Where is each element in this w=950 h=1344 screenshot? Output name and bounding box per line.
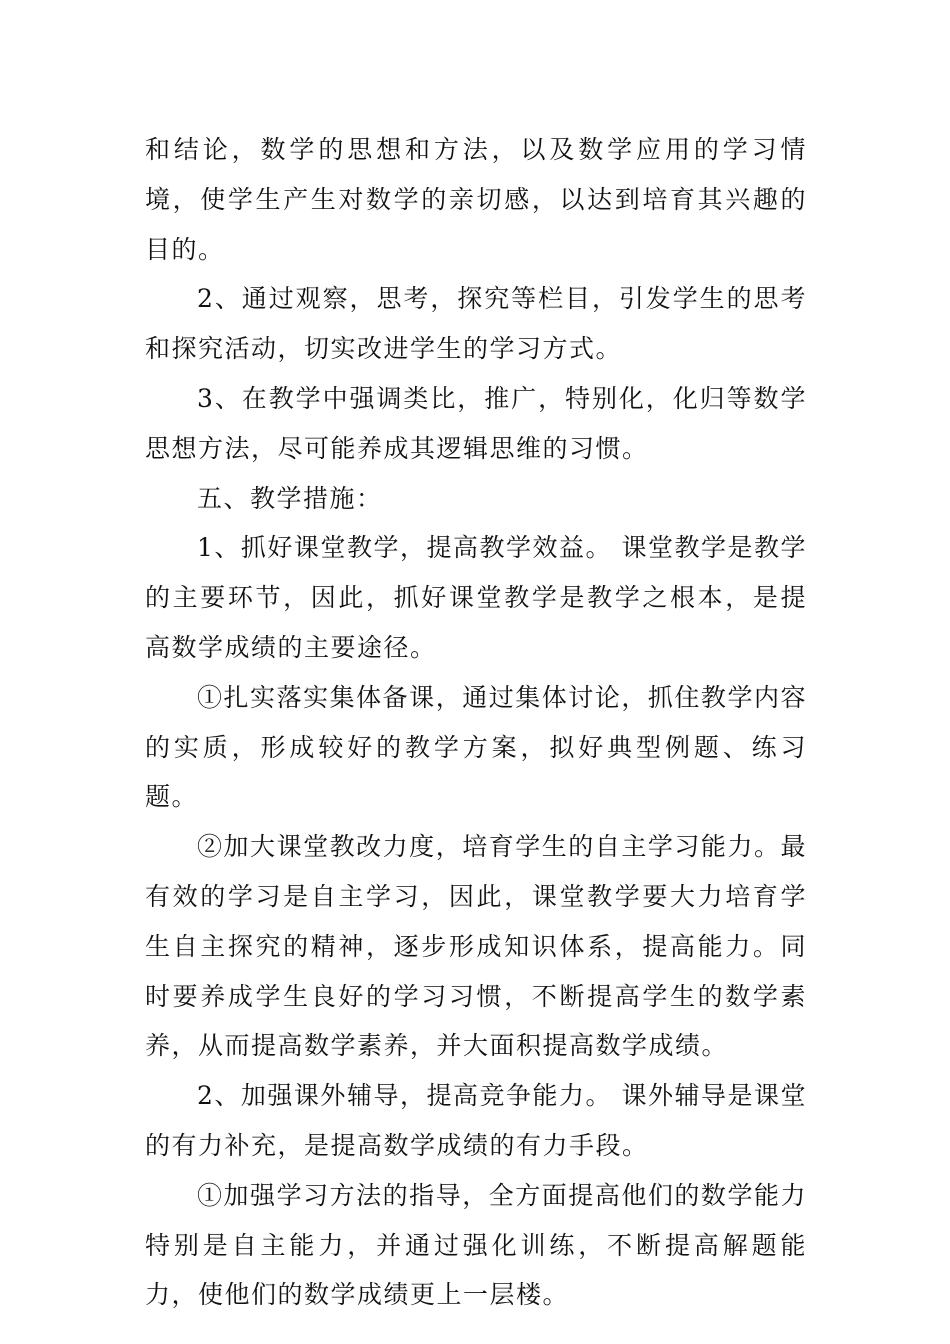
paragraph: 和结论，数学的思想和方法，以及数学应用的学习情境，使学生产生对数学的亲切感，以达到培育其兴趣的目的。 xyxy=(145,135,807,264)
paragraph: ②加大课堂教改力度，培育学生的自主学习能力。最有效的学习是自主学习，因此，课堂教学要大力培育学生自主探究的精神，逐步形成知识体系，提高能力。同时要养成学生良好的学习习惯，不断提高学生的数学素养，从而提高数学素养，并大面积提高数学成绩。 xyxy=(145,832,807,1061)
section-heading: 五、教学措施： xyxy=(197,483,383,513)
paragraph: ①扎实落实集体备课，通过集体讨论，抓住教学内容的实质，形成较好的教学方案，拟好典型例题、练习题。 xyxy=(145,682,807,812)
paragraph: 2、通过观察，思考，探究等栏目，引发学生的思考和探究活动，切实改进学生的学习方式。 xyxy=(145,284,807,364)
document-body xyxy=(145,125,807,1320)
paragraph: 2、加强课外辅导，提高竞争能力。 课外辅导是课堂的有力补充，是提高数学成绩的有力手段。 xyxy=(145,1081,807,1160)
paragraph: 3、在教学中强调类比，推广，特别化，化归等数学思想方法，尽可能养成其逻辑思维的习惯。 xyxy=(145,383,807,463)
paragraph: 1、抓好课堂教学，提高教学效益。 课堂教学是教学的主要环节，因此，抓好课堂教学是教学之根本，是提高数学成绩的主要途径。 xyxy=(145,533,807,662)
paragraph: ①加强学习方法的指导，全方面提高他们的数学能力特别是自主能力，并通过强化训练，不断提高解题能力，使他们的数学成绩更上一层楼。 xyxy=(145,1180,807,1310)
